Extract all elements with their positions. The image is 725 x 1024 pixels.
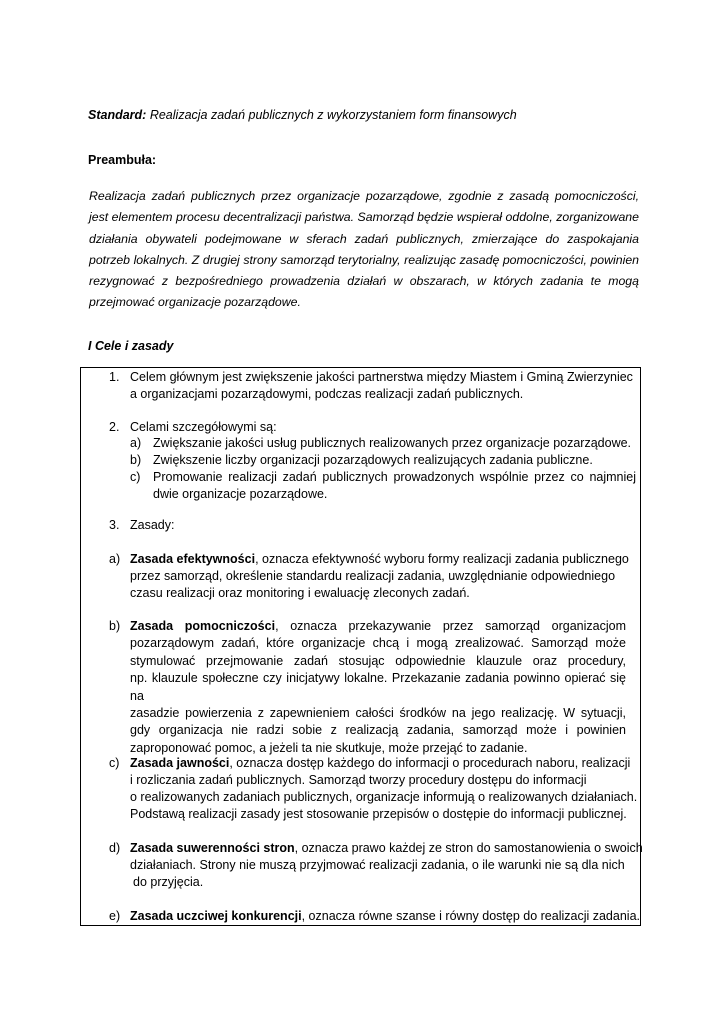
item-3-number: 3. bbox=[109, 518, 120, 532]
principle-d-rest: , oznacza prawo każdej ze stron do samostanowienia o swoich bbox=[294, 841, 643, 855]
principle-b-line: stymulować przejmowanie zadań stosując odpowiednie klauzule oraz procedury, bbox=[130, 653, 626, 668]
principle-e-line bbox=[130, 908, 640, 925]
sub-item-line: dwie organizacje pozarządowe. bbox=[153, 487, 328, 502]
principle-c-name: Zasada jawności bbox=[130, 756, 230, 770]
principle-b-line: gdy organizacja nie radzi sobie z realizacją zadania, samorząd może i powinien bbox=[130, 723, 626, 738]
item-1-number: 1. bbox=[109, 370, 120, 384]
principle-b-line bbox=[130, 618, 626, 635]
sub-item-letter: c) bbox=[130, 470, 141, 484]
preamble-title: Preambuła: bbox=[88, 153, 157, 167]
item-2-text: Celami szczegółowymi są: bbox=[130, 420, 277, 434]
sub-item-text: Zwiększenie liczby organizacji pozarządowych realizujących zadania publiczne. bbox=[153, 453, 593, 467]
sub-item-letter: a) bbox=[130, 436, 142, 450]
principle-c-line: i rozliczania zadań publicznych. Samorząd tworzy procedury dostępu do informacji bbox=[130, 773, 587, 787]
sub-item-text: Zwiększanie jakości usług publicznych realizowanych przez organizacje pozarządowe. bbox=[153, 436, 632, 450]
item-3-text: Zasady: bbox=[130, 518, 175, 532]
principle-d-letter: d) bbox=[109, 841, 121, 855]
principle-e-name: Zasada uczciwej konkurencji bbox=[130, 909, 302, 923]
principle-b-line: zaproponować pomoc, a jeżeli ta nie skutkuje, może przejąć to zadanie. bbox=[130, 740, 528, 755]
principle-e-rest: , oznacza równe szanse i równy dostęp do realizacji zadania. bbox=[301, 909, 640, 923]
item-1-line: a organizacjami pozarządowymi, podczas realizacji zadań publicznych. bbox=[130, 387, 524, 401]
standard-line bbox=[88, 108, 517, 122]
principle-b-letter: b) bbox=[109, 619, 121, 633]
sub-item-letter: b) bbox=[130, 453, 142, 467]
standard-label: Standard: bbox=[88, 108, 147, 122]
principle-d-line: działaniach. Strony nie muszą przyjmować realizacji zadania, o ile warunki nie są dla nich bbox=[130, 858, 625, 872]
principle-b-line: zasadzie powierzenia z zapewnieniem całości środków na jego realizację. W sytuacji, bbox=[130, 706, 626, 721]
principle-c-line bbox=[130, 755, 630, 772]
principle-a-name: Zasada efektywności bbox=[130, 552, 256, 566]
principle-c-line: o realizowanych zadaniach publicznych, organizacje informują o realizowanych działaniach. bbox=[130, 790, 638, 804]
principle-b-line: pozarządowym zadań, które organizacje chcą i mogą zrealizować. Samorząd może bbox=[130, 636, 626, 651]
principle-d-line: do przyjęcia. bbox=[133, 875, 204, 889]
sub-item-line: Promowanie realizacji zadań publicznych prowadzonych wspólnie przez co najmniej bbox=[153, 470, 636, 484]
principle-c-letter: c) bbox=[109, 756, 120, 770]
sub-item-text bbox=[153, 469, 636, 504]
principle-b-rest: , oznacza przekazywanie przez samorząd organizacjom bbox=[275, 619, 626, 633]
principle-a-line bbox=[130, 551, 629, 568]
principle-d-line bbox=[130, 840, 643, 857]
principle-b-name: Zasada pomocniczości bbox=[130, 619, 276, 633]
principle-a-line: czasu realizacji oraz monitoring i ewaluację zleconych zadań. bbox=[130, 586, 470, 600]
principle-a-line: przez samorząd, określenie standardu realizacji zadania, uwzględnianie odpowiedniego bbox=[130, 569, 616, 583]
principle-c-line: Podstawą realizacji zasady jest stosowanie przepisów o dostępie do informacji publicznej. bbox=[130, 807, 627, 821]
principle-b-line: np. klauzule społeczne czy inicjatywy lokalne. Przekazanie zadania powinno opierać się na bbox=[130, 671, 626, 703]
item-2-number: 2. bbox=[109, 420, 120, 434]
principle-a-letter: a) bbox=[109, 552, 121, 566]
section-title: I Cele i zasady bbox=[88, 339, 174, 353]
principle-c-rest: , oznacza dostęp każdego do informacji o procedurach naboru, realizacji bbox=[229, 756, 631, 770]
principle-b-text bbox=[130, 618, 626, 757]
principle-d-name: Zasada suwerenności stron bbox=[130, 841, 295, 855]
principle-a-rest: , oznacza efektywność wyboru formy realizacji zadania publicznego bbox=[255, 552, 629, 566]
standard-text: Realizacja zadań publicznych z wykorzystaniem form finansowych bbox=[149, 108, 517, 122]
preamble-text: Realizacja zadań publicznych przez organizacje pozarządowe, zgodnie z zasadą pomocniczości, jest elementem procesu decentralizacji państwa. Samorząd będzie wspierał oddolne, zorganizowane działania obywateli podejmowane w sferach zadań publicznych, zmierzające do zaspokajania potrzeb lokalnych. Z drugiej strony samorząd terytorialny, realizując zasadę pomocniczości, powinien rezygnować z bezpośredniego prowadzenia działań w obszarach, w których zadania te mogą przejmować organizacje pozarządowe. bbox=[89, 189, 639, 310]
item-1-line: Celem głównym jest zwiększenie jakości partnerstwa między Miastem i Gminą Zwierzyniec bbox=[130, 370, 633, 384]
principle-e-letter: e) bbox=[109, 909, 121, 923]
